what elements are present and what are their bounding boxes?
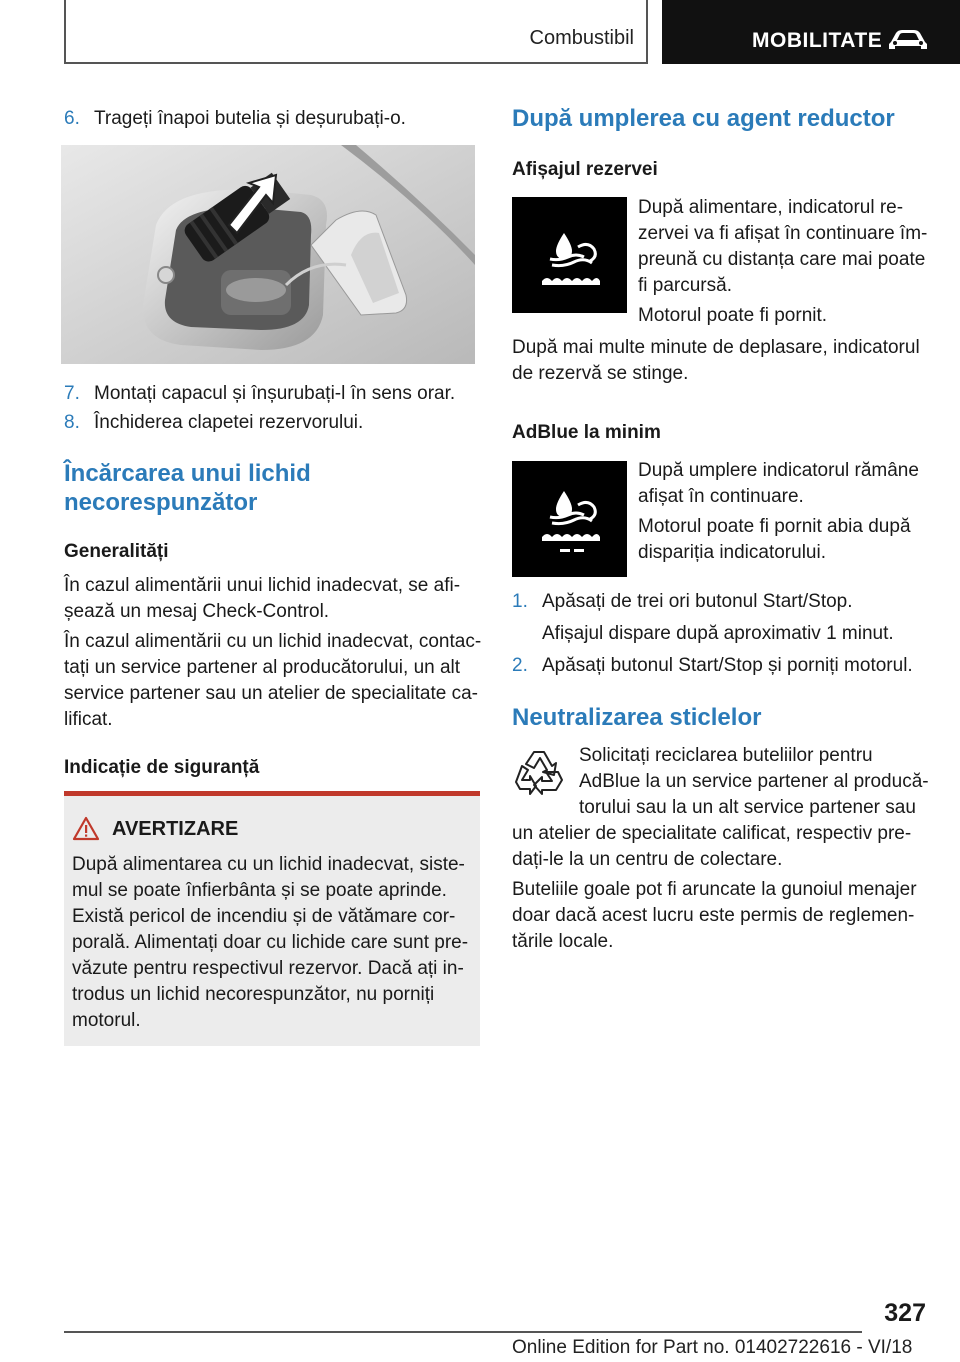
text-line: După umplere indicatorul rămâne [638,460,919,481]
recycle-icon [514,746,566,798]
text-line: mul se poate înfierbânta și se poate aprinde. [72,880,447,901]
text-line: AdBlue la un service partener al producă- [579,771,929,792]
text-line: Solicitați reciclarea buteliilor pentru [579,745,873,766]
text-line: un atelier de specialitate calificat, respectiv pre- [512,823,912,844]
step-number: 6. [64,108,80,129]
adblue-reserve-icon [512,197,627,313]
disposal-text-indented [579,743,929,821]
text-line: În cazul alimentării cu un lichid inadecvat, contac- [64,631,482,652]
heading-line: Încărcarea unui lichid [64,460,311,487]
header-section-box [64,0,648,64]
step-7 [64,381,455,407]
warning-text [72,852,472,1034]
text-line: doar dacă acest lucru este permis de reglemen- [512,905,915,926]
text-line: lificat. [64,709,113,730]
text-line: șează un mesaj Check-Control. [64,601,330,622]
text-line: de rezervă se stinge. [512,363,689,384]
section-heading-after-fill: După umplerea cu agent reductor [512,105,895,132]
text-line: preună cu distanța care mai poate [638,249,926,270]
reserve-title: Afișajul rezervei [512,159,658,180]
step-number: 1. [512,591,528,612]
minimum-engine-note [638,514,911,566]
text-line: dispariția indicatorului. [638,542,826,563]
car-icon [887,28,929,52]
text-line: Motorul poate fi pornit abia după [638,516,911,537]
fuel-filler-adblue-photo [61,145,475,364]
step-text: Închiderea clapetei rezervorului. [94,412,364,433]
text-line: trodus un lichid necorespunzător, nu porniți [72,984,435,1005]
step-2 [512,653,913,679]
step-number: 2. [512,655,528,676]
disposal-text-continued [512,821,911,873]
text-line: porală. Alimentați doar cu lichide care sunt pre- [72,932,469,953]
text-line: dați-le la un centru de colectare. [512,849,783,870]
reserve-engine-note: Motorul poate fi pornit. [638,305,828,326]
edition-note: Online Edition for Part no. 01402722616 - VI/18 [512,1337,913,1358]
step-8 [64,410,363,436]
step-1-result: Afișajul dispare după aproximativ 1 minut. [542,623,894,644]
section-title: Combustibil [529,27,634,49]
warning-title: AVERTIZARE [112,818,239,840]
adblue-minimum-title: AdBlue la minim [512,422,661,443]
text-line: După mai multe minute de deplasare, indicatorul [512,337,920,358]
page-number: 327 [884,1299,926,1327]
chapter-title: MOBILITATE [752,29,883,52]
text-line: service partener sau un atelier de specialitate ca- [64,683,479,704]
step-text: Montați capacul și înșurubați-l în sens orar. [94,383,456,404]
step-number: 7. [64,383,80,404]
text-line: fi parcursă. [638,275,732,296]
step-text: Apăsați butonul Start/Stop și porniți motorul. [542,655,913,676]
general-paragraph-1 [64,573,460,625]
text-line: După alimentarea cu un lichid inadecvat, siste- [72,854,465,875]
step-6 [64,106,406,132]
text-line: motorul. [72,1010,141,1031]
text-line: După alimentare, indicatorul re- [638,197,904,218]
text-line: În cazul alimentării unui lichid inadecvat, se afi- [64,575,461,596]
chapter-tab [662,0,960,64]
step-text: Trageți înapoi butelia și deșurubați-o. [94,108,406,129]
minimum-description [638,458,919,510]
warning-triangle-icon [72,816,100,841]
reserve-description [638,195,927,299]
section-heading-wrong-fluid [64,459,311,517]
section-heading-bottle-disposal: Neutralizarea sticlelor [512,704,762,731]
step-1 [512,589,853,615]
footer-divider [64,1331,862,1333]
text-line: zervei va fi afișat în continuare îm- [638,223,928,244]
text-line: tați un service partener al producătorului, un alt [64,657,461,678]
reserve-paragraph [512,335,920,387]
general-title: Generalități [64,541,169,562]
heading-line: necorespunzător [64,489,258,516]
text-line: Există pericol de incendiu și de vătămare cor- [72,906,456,927]
text-line: tările locale. [512,931,614,952]
text-line: văzute pentru respectivul rezervor. Dacă ați in- [72,958,464,979]
text-line: Buteliile goale pot fi aruncate la gunoiul menajer [512,879,917,900]
step-text: Apăsați de trei ori butonul Start/Stop. [542,591,853,612]
text-line: afișat în continuare. [638,486,804,507]
general-paragraph-2 [64,629,481,733]
disposal-paragraph-2 [512,877,917,955]
step-number: 8. [64,412,80,433]
adblue-minimum-icon [512,461,627,577]
safety-title: Indicație de siguranță [64,757,260,778]
text-line: torului sau la un alt service partener sau [579,797,916,818]
